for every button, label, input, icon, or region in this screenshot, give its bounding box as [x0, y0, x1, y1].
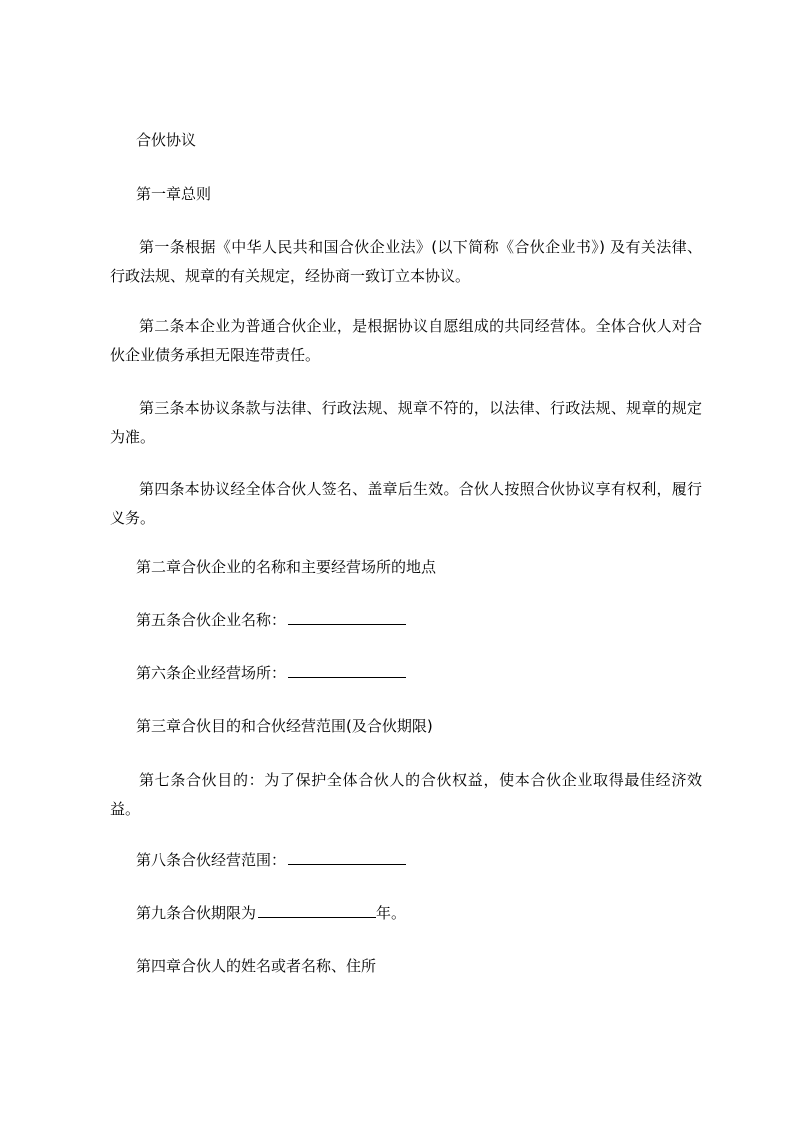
article-2: 第二条本企业为普通合伙企业，是根据协议自愿组成的共同经营体。全体合伙人对合伙企业债务承担无限连带责任。 — [110, 317, 702, 364]
article-5-label: 第五条合伙企业名称： — [136, 611, 287, 629]
article-1: 第一条根据《中华人民共和国合伙企业法》(以下简称《合伙企业书》) 及有关法律、行政法规、规章的有关规定，经协商一致订立本协议。 — [110, 238, 702, 285]
business-location-blank — [288, 663, 406, 678]
article-7: 第七条合伙目的：为了保护全体合伙人的合伙权益，使本合伙企业取得最佳经济效益。 — [110, 771, 702, 818]
article-3: 第三条本协议条款与法律、行政法规、规章不符的，以法律、行政法规、规章的规定为准。 — [110, 399, 702, 446]
document-title: 合伙协议 — [136, 131, 197, 149]
article-8 — [136, 848, 406, 872]
company-name-blank — [288, 610, 406, 625]
article-6 — [136, 661, 406, 685]
chapter-3-heading: 第三章合伙目的和合伙经营范围(及合伙期限) — [136, 717, 433, 735]
article-9-prefix: 第九条合伙期限为 — [136, 904, 257, 922]
business-scope-blank — [288, 850, 406, 865]
article-9 — [136, 901, 406, 925]
chapter-4-heading: 第四章合伙人的姓名或者名称、住所 — [136, 957, 377, 975]
article-5 — [136, 608, 406, 632]
article-8-label: 第八条合伙经营范围： — [136, 851, 287, 869]
article-9-suffix: 年。 — [376, 904, 407, 922]
article-4: 第四条本协议经全体合伙人签名、盖章后生效。合伙人按照合伙协议享有权利，履行义务。 — [110, 480, 702, 527]
chapter-2-heading: 第二章合伙企业的名称和主要经营场所的地点 — [136, 558, 437, 576]
term-years-blank — [258, 903, 376, 918]
chapter-1-heading: 第一章总则 — [136, 185, 212, 203]
article-6-label: 第六条企业经营场所： — [136, 664, 287, 682]
